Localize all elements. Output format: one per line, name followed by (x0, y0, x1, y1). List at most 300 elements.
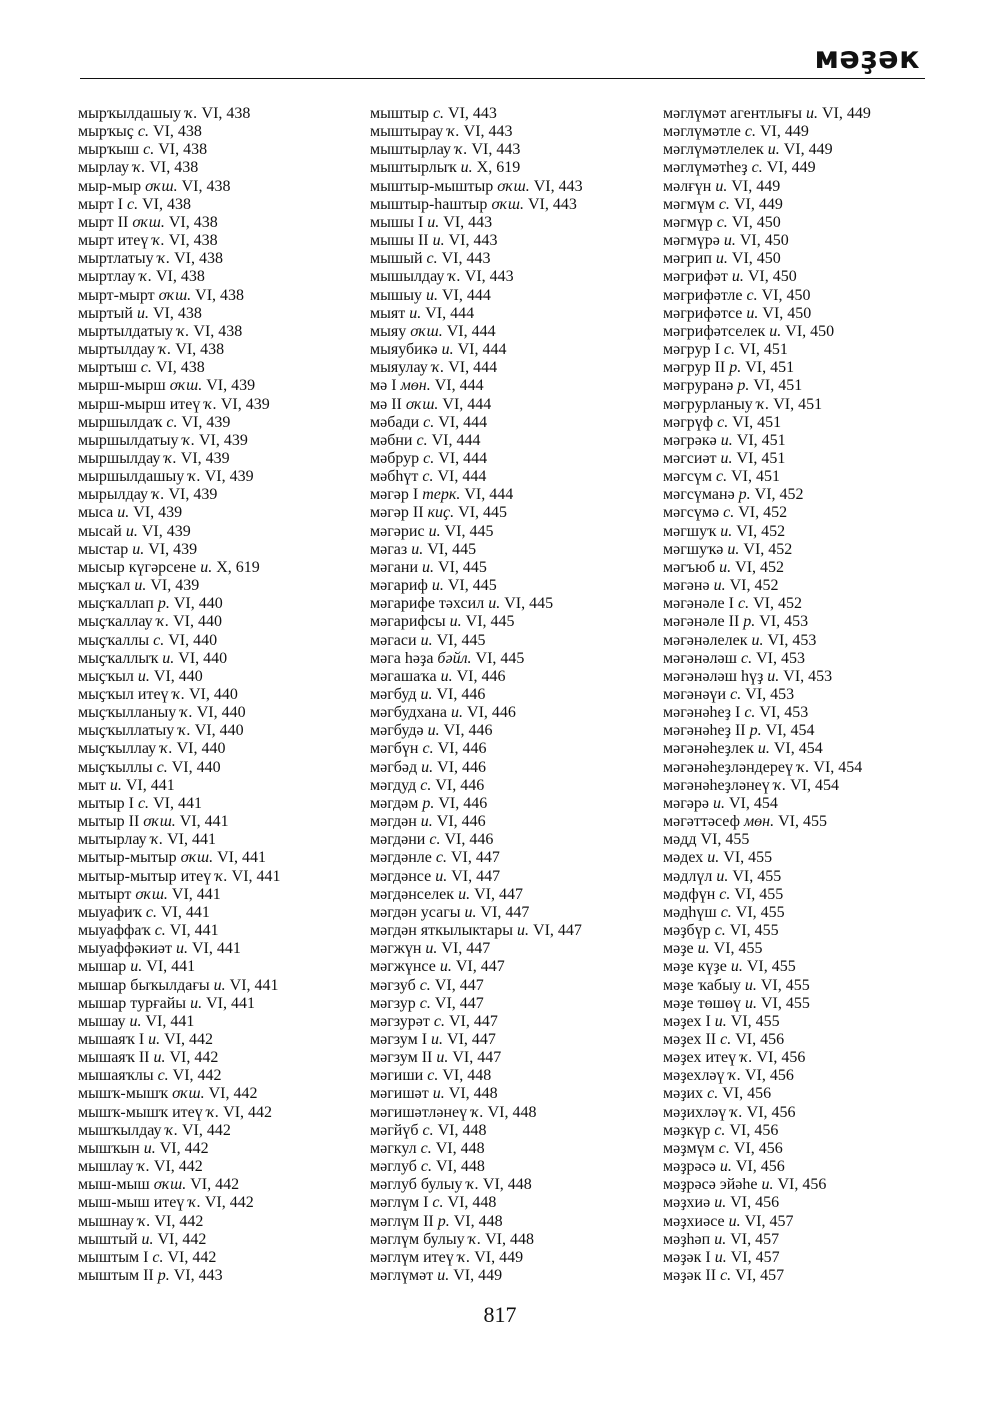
entry-pos-mark: и. (746, 304, 759, 322)
entry-reference: VI, 448 (481, 1230, 534, 1248)
entry-headword: мәҙмүм (663, 1139, 715, 1157)
entry-headword: мәгани (370, 558, 419, 576)
entry-headword: мыуафиҡ (78, 903, 142, 921)
entry-headword: мыртылдау (78, 341, 155, 359)
entry-headword: мәҙехләү (663, 1067, 725, 1085)
entry-headword: мыртлатыу (78, 250, 154, 268)
entry-pos-mark: и. (697, 940, 710, 958)
entry-pos-mark: с. (423, 413, 435, 431)
entry-headword: мәгйүб (370, 1121, 419, 1139)
entry-headword: мышаяҡ I (78, 1030, 145, 1048)
entry-pos-mark: и. (727, 540, 740, 558)
entry-headword: мәгкул (370, 1139, 417, 1157)
entry-headword: мысыр күгәрсене (78, 558, 197, 576)
entry-pos-mark: ҡ. (756, 395, 770, 413)
entry-headword: мәгдән яткылыктары (370, 922, 514, 940)
index-entry (663, 1158, 943, 1176)
index-entry (370, 777, 655, 795)
entry-headword: мәглүмәт (370, 1267, 434, 1284)
index-entry (370, 940, 655, 958)
entry-pos-mark: ҡ. (152, 232, 165, 250)
entry-pos-mark: и. (141, 1230, 154, 1248)
entry-pos-mark: и. (751, 631, 764, 649)
index-entry (663, 1176, 943, 1194)
index-entry (370, 795, 655, 813)
entry-headword: мәҙихләү (663, 1103, 727, 1121)
index-entry (370, 704, 655, 722)
entry-reference: VI, 442 (200, 1194, 254, 1212)
entry-headword: мәгдуд (370, 776, 417, 794)
entry-pos-mark: ҡ. (730, 1103, 743, 1121)
entry-pos-mark: оҡш. (135, 885, 168, 903)
entry-pos-mark: с. (153, 631, 165, 649)
entry-reference: VI, 440 (149, 667, 203, 685)
entry-reference: VI, 439 (216, 395, 270, 413)
index-entry (370, 414, 655, 432)
entry-pos-mark: и. (431, 577, 444, 595)
entry-pos-mark: и. (714, 1012, 727, 1030)
entry-pos-mark: оҡш. (180, 849, 214, 867)
entry-headword: мышнау (78, 1212, 135, 1230)
entry-reference: VI, 448 (478, 1176, 532, 1194)
entry-pos-mark: и. (761, 1176, 774, 1194)
entry-pos-mark: ҡ. (182, 431, 195, 449)
entry-pos-mark: и. (714, 1194, 727, 1212)
entry-headword: мырт II (78, 213, 129, 231)
index-entry (370, 559, 655, 577)
index-entry (663, 868, 943, 886)
entry-reference: VI, 452 (750, 486, 804, 504)
entry-headword: мәгишәтләнеү (370, 1103, 468, 1121)
entry-pos-mark: и. (719, 558, 732, 576)
entry-headword: мәглүм I (370, 1194, 429, 1212)
entry-reference: VI, 447 (437, 940, 491, 958)
entry-pos-mark: и. (134, 577, 147, 595)
entry-reference: VI, 442 (153, 1230, 207, 1248)
entry-headword: мәҙәк II (663, 1267, 717, 1284)
entry-headword: мышау (78, 1012, 126, 1030)
entry-reference: VI, 439 (177, 413, 231, 431)
index-entry (663, 450, 943, 468)
entry-pos-mark: и. (427, 213, 440, 231)
entry-pos-mark: ҡ. (156, 613, 170, 631)
entry-headword: мәгбуд (370, 686, 417, 703)
entry-pos-mark: и. (757, 740, 770, 758)
entry-reference: VI, 438 (171, 341, 225, 359)
entry-headword: мәгаз (370, 540, 408, 558)
index-entry (78, 613, 358, 631)
entry-pos-mark: и. (744, 994, 757, 1012)
entry-reference: VI, 446 (452, 667, 506, 685)
entry-pos-mark: с. (427, 1067, 439, 1085)
entry-reference: VI, 454 (725, 794, 778, 812)
entry-headword: мәгдән усагы (370, 903, 461, 921)
index-entry (78, 1013, 358, 1031)
entry-headword: мыҫҡаллы (78, 631, 150, 649)
entry-reference: VI, 442 (165, 1049, 219, 1067)
entry-headword: мыршылдатыу (78, 431, 179, 449)
entry-reference: VI, 455 (756, 994, 810, 1012)
index-column-3 (663, 105, 943, 1285)
entry-reference: VI, 457 (731, 1267, 785, 1284)
entry-headword: мәдех (663, 849, 704, 867)
entry-headword: мәглүм итеү (370, 1248, 454, 1266)
index-entry (663, 759, 943, 777)
index-entry (78, 795, 358, 813)
index-entry (663, 1067, 943, 1085)
entry-pos-mark: оҡш. (158, 286, 192, 304)
index-entry (663, 795, 943, 813)
entry-pos-mark: ҡ. (185, 105, 198, 122)
index-entry (370, 305, 655, 323)
entry-reference: X, 619 (212, 558, 260, 576)
index-entry (370, 831, 655, 849)
entry-reference: VI, 444 (430, 377, 484, 395)
entry-headword: мышҡ-мышҡ итеү (78, 1103, 203, 1121)
index-entry (78, 541, 358, 559)
entry-pos-mark: и. (767, 141, 780, 159)
entry-pos-mark: и. (458, 885, 471, 903)
index-entry (370, 450, 655, 468)
entry-reference: VI, 449 (779, 141, 833, 159)
index-entry (78, 1249, 358, 1267)
entry-pos-mark: с. (152, 1248, 164, 1266)
entry-reference: VI, 444 (427, 431, 481, 449)
index-entry (78, 523, 358, 541)
index-entry (370, 1067, 655, 1085)
entry-headword: мәглүм булыу (370, 1230, 465, 1248)
entry-pos-mark: оҡш. (132, 213, 165, 231)
entry-reference: VI, 441 (149, 794, 202, 812)
entry-headword: мәгруранә (663, 377, 734, 395)
entry-headword: мәглүмәтһеҙ (663, 159, 748, 177)
index-entry (370, 141, 655, 159)
entry-headword: мәгәр I (370, 486, 419, 504)
index-entry (370, 1176, 655, 1194)
entry-headword: мыршылдашыу (78, 468, 185, 486)
entry-reference: VI, 455 (725, 922, 779, 940)
entry-pos-mark: ҡ. (164, 449, 177, 467)
entry-headword: мытыр-мытыр (78, 849, 177, 867)
index-entry (78, 940, 358, 958)
entry-headword: мә I (370, 377, 397, 395)
entry-headword: мыштыр-мыштыр (370, 177, 494, 195)
entry-headword: мәгәнәһеҙ I (663, 704, 741, 722)
entry-reference: VI, 448 (433, 1121, 487, 1139)
entry-reference: VI, 441 (142, 958, 196, 976)
entry-headword: мәҙәк I (663, 1248, 711, 1266)
entry-reference: VI, 445 (440, 522, 494, 540)
entry-headword: мәгшуҡә (663, 540, 724, 558)
entry-headword: мәҙе (663, 940, 694, 958)
index-entry (78, 305, 358, 323)
index-entry (663, 1122, 943, 1140)
entry-pos-mark: и. (428, 522, 441, 540)
index-entry (663, 940, 943, 958)
entry-headword: мәгрифәтселек (663, 322, 766, 340)
index-entry (78, 595, 358, 613)
entry-pos-mark: ҡ. (188, 468, 201, 486)
entry-reference: VI, 455 (774, 813, 827, 831)
entry-reference: VI, 448 (438, 1067, 492, 1085)
entry-reference: VI, 449 (727, 177, 781, 195)
entry-headword: мәгәр II (370, 504, 424, 522)
entry-headword: мәгбудә (370, 722, 424, 740)
entry-reference: VI, 451 (732, 431, 786, 449)
entry-headword: мәгъюб (663, 558, 716, 576)
entry-pos-mark: ҡ. (172, 686, 185, 703)
entry-reference: VI, 455 (731, 903, 785, 921)
entry-pos-mark: ҡ. (468, 1230, 482, 1248)
entry-reference: VI, 447 (430, 976, 484, 994)
entry-reference: VI, 451 (732, 449, 786, 467)
entry-pos-mark: и. (441, 341, 454, 359)
entry-pos-mark: бәйл. (437, 649, 472, 667)
entry-headword: мышҡ-мышҡ (78, 1085, 169, 1103)
entry-reference: VI, 454 (786, 776, 840, 794)
entry-reference: VI, 438 (164, 213, 218, 231)
index-entry (663, 613, 943, 631)
entry-reference: VI, 444 (434, 449, 488, 467)
entry-reference: VI, 440 (169, 613, 222, 631)
index-entry (78, 414, 358, 432)
index-entry (78, 377, 358, 395)
entry-headword: мәгсүманә (663, 486, 735, 504)
index-entry (370, 595, 655, 613)
index-entry (370, 813, 655, 831)
entry-headword: мәгшуҡ (663, 522, 717, 540)
entry-reference: VI, 450 (735, 232, 789, 250)
index-entry (78, 777, 358, 795)
entry-pos-mark: с. (433, 1012, 445, 1030)
entry-reference: VI, 454 (769, 740, 823, 758)
entry-reference: VI, 448 (449, 1212, 503, 1230)
entry-reference: VI, 442 (150, 1212, 204, 1230)
index-entry (370, 632, 655, 650)
index-entry (78, 105, 358, 123)
index-entry (78, 1049, 358, 1067)
entry-headword: мышҡын (78, 1139, 140, 1157)
entry-reference: VI, 442 (219, 1103, 273, 1121)
entry-pos-mark: с. (716, 468, 728, 486)
entry-headword: мәгзурәт (370, 1012, 430, 1030)
index-entry (78, 1213, 358, 1231)
index-entry (663, 777, 943, 795)
entry-headword: мәгдәни (370, 831, 426, 849)
entry-pos-mark: с. (137, 794, 150, 812)
entry-pos-mark: и. (720, 431, 733, 449)
index-entry (370, 178, 655, 196)
entry-reference: VI, 450 (757, 286, 811, 304)
entry-pos-mark: мөн. (400, 377, 431, 395)
index-entry (78, 468, 358, 486)
entry-headword: мәгиши (370, 1067, 424, 1085)
entry-reference: VI, 452 (749, 595, 802, 613)
entry-pos-mark: с. (432, 1194, 444, 1212)
entry-headword: мәбрур (370, 449, 420, 467)
index-entry (663, 1013, 943, 1031)
entry-pos-mark: и. (451, 704, 464, 722)
entry-reference: VI, 455 (756, 976, 810, 994)
entry-pos-mark: и. (449, 613, 462, 631)
index-entry (370, 123, 655, 141)
index-entry (370, 232, 655, 250)
entry-headword: мырҡылдашыу (78, 105, 182, 122)
entry-reference: VI, 445 (423, 540, 477, 558)
entry-pos-mark: оҡш. (145, 177, 178, 195)
entry-pos-mark: и. (153, 1049, 166, 1067)
entry-reference: VI, 438 (191, 286, 245, 304)
entry-headword: мышлау (78, 1158, 134, 1176)
entry-pos-mark: и. (143, 1139, 156, 1157)
entry-pos-mark: ҡ. (728, 1067, 741, 1085)
entry-reference: VI, 448 (444, 1085, 498, 1103)
index-entry (370, 250, 655, 268)
entry-pos-mark: с. (744, 123, 756, 141)
entry-headword: мәгдәнле (370, 849, 432, 867)
entry-reference: VI, 451 (749, 377, 803, 395)
index-entry (370, 886, 655, 904)
index-entry (663, 1085, 943, 1103)
entry-headword: мәглүмәтле (663, 123, 741, 141)
entry-reference: VI, 440 (169, 595, 223, 613)
entry-pos-mark: р. (738, 486, 751, 504)
entry-headword: мәгәрис (370, 522, 425, 540)
entry-headword: мыуаффәкиәт (78, 940, 172, 958)
index-entry (78, 1267, 358, 1285)
entry-reference: VI, 450 (758, 304, 812, 322)
entry-headword: мәҙе ҡабыу (663, 976, 741, 994)
entry-pos-mark: и. (137, 667, 150, 685)
entry-reference: VI, 447 (476, 903, 530, 921)
entry-reference: VI, 443 (437, 250, 491, 268)
entry-reference: VI, 442 (177, 1121, 231, 1139)
entry-reference: VI, 441 (121, 776, 175, 794)
entry-pos-mark: р. (157, 1267, 170, 1284)
entry-headword: мәҙхиә (663, 1194, 711, 1212)
entry-reference: VI, 448 (443, 1194, 497, 1212)
entry-headword: мырт итеү (78, 232, 149, 250)
entry-reference: VI, 443 (439, 213, 493, 231)
entry-headword: мәҙбүр (663, 922, 711, 940)
entry-pos-mark: ҡ. (176, 322, 190, 340)
index-entry (663, 595, 943, 613)
entry-reference: VI, 450 (727, 213, 781, 231)
entry-reference: VI, 452 (732, 522, 786, 540)
entry-reference: VI, 438 (170, 250, 223, 268)
entry-pos-mark: с. (714, 922, 726, 940)
entry-headword: мә II (370, 395, 402, 413)
index-entry (78, 577, 358, 595)
entry-pos-mark: ҡ. (160, 740, 173, 758)
entry-reference: VI, 441 (213, 849, 266, 867)
entry-pos-mark: с. (422, 1121, 434, 1139)
entry-pos-mark: с. (751, 159, 763, 177)
entry-headword: мәгәнәлелек (663, 631, 748, 649)
index-entry (78, 287, 358, 305)
entry-reference: VI, 443 (529, 177, 583, 195)
entry-headword: мәглуб булыу (370, 1176, 463, 1194)
entry-headword: мәглуб (370, 1158, 417, 1176)
index-entry (663, 1267, 943, 1285)
entry-pos-mark: и. (715, 250, 728, 268)
entry-headword: мышы II (370, 232, 429, 250)
entry-headword: мышаяҡ II (78, 1049, 150, 1067)
entry-reference: VI, 441 (167, 885, 221, 903)
index-entry (78, 904, 358, 922)
entry-headword: мырҡыҫ (78, 123, 134, 141)
entry-headword: мәгрәкә (663, 431, 717, 449)
entry-pos-mark: с. (422, 740, 434, 758)
entry-reference: VI, 444 (438, 395, 492, 413)
index-entry (78, 977, 358, 995)
index-entry (663, 849, 943, 867)
entry-pos-mark: с. (435, 849, 447, 867)
entry-pos-mark: мөн. (743, 813, 775, 831)
entry-headword: мәгбудхана (370, 704, 448, 722)
index-entry (78, 1122, 358, 1140)
entry-reference: VI, 439 (137, 522, 191, 540)
entry-reference: VI, 438 (148, 304, 202, 322)
entry-headword: мәгишәт (370, 1085, 429, 1103)
index-entry (663, 359, 943, 377)
entry-pos-mark: и. (132, 540, 145, 558)
index-entry (78, 650, 358, 668)
entry-pos-mark: с. (423, 449, 435, 467)
index-entry (663, 886, 943, 904)
entry-reference: VI, 449 (755, 123, 809, 141)
entry-headword: мәгжүн (370, 940, 422, 958)
index-entry (663, 305, 943, 323)
entry-pos-mark: с. (718, 1139, 730, 1157)
index-column-1 (78, 105, 358, 1285)
entry-headword: мышы I (370, 213, 424, 231)
entry-reference: VI, 454 (761, 722, 815, 740)
entry-headword: мыт (78, 776, 106, 794)
entry-reference: VI, 451 (735, 341, 788, 359)
index-entry (78, 268, 358, 286)
entry-pos-mark: и. (425, 286, 438, 304)
entry-headword: мышылдау (370, 268, 445, 286)
entry-headword: мырш-мырш итеү (78, 395, 201, 413)
entry-headword: мәҙе төшөү (663, 994, 741, 1012)
entry-reference: VI, 447 (430, 994, 484, 1012)
entry-reference: VI, 447 (443, 1030, 496, 1048)
entry-reference: VI, 455 (728, 867, 782, 885)
entry-reference: VI, 438 (145, 159, 199, 177)
index-entry (370, 1031, 655, 1049)
index-entry (78, 141, 358, 159)
entry-pos-mark: с. (714, 1121, 726, 1139)
index-entry (78, 432, 358, 450)
entry-pos-mark: с. (143, 141, 155, 159)
entry-pos-mark: и. (425, 940, 438, 958)
entry-reference: VI, 445 (454, 504, 508, 522)
index-entry (663, 541, 943, 559)
entry-reference: VI, 453 (755, 613, 809, 631)
entry-headword: мәгдәнселек (370, 885, 455, 903)
entry-pos-mark: и. (420, 813, 433, 831)
index-entry (663, 178, 943, 196)
entry-pos-mark: киҫ. (427, 504, 455, 522)
entry-reference: VI, 446 (434, 794, 488, 812)
entry-reference: VI, 447 (447, 849, 500, 867)
index-entry (78, 759, 358, 777)
entry-pos-mark: с. (420, 776, 432, 794)
entry-pos-mark: с. (717, 413, 729, 431)
index-entry (78, 1067, 358, 1085)
entry-pos-mark: с. (720, 903, 732, 921)
